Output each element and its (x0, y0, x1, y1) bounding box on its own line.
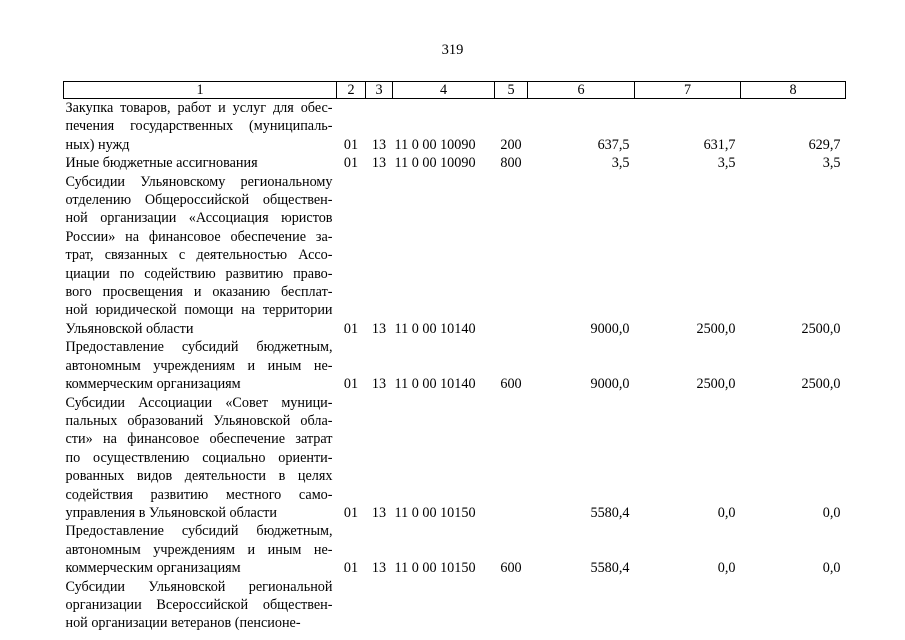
row-section-code: 01 (343, 504, 359, 521)
row-subsection-code: 13 (371, 155, 387, 172)
row-value-year-3: 0,0 (822, 560, 841, 577)
row-value-year-1: 9000,0 (590, 320, 630, 337)
header-col-1: 1 (64, 82, 337, 99)
row-value-year-3 (741, 578, 846, 633)
header-col-2: 2 (337, 82, 366, 99)
row-name (64, 578, 337, 633)
table-body (64, 99, 846, 633)
table-row (64, 394, 846, 523)
row-name-line: Ульяновской области (65, 320, 194, 337)
row-name-line: сти» на финансовое обеспечение затрат (65, 431, 333, 448)
header-col-6: 6 (528, 82, 635, 99)
row-name-line: управления в Ульяновской области (65, 504, 277, 521)
row-value-year-2: 631,7 (703, 136, 736, 153)
row-value-year-2: 0,0 (717, 504, 736, 521)
row-value-year-1: 3,5 (611, 155, 630, 172)
row-value-year-1: 9000,0 (590, 376, 630, 393)
row-name-line: Иные бюджетные ассигнования (65, 155, 258, 172)
row-name-line: Субсидии Ульяновской региональной (65, 578, 333, 595)
row-value-year-1: 5580,4 (590, 504, 630, 521)
row-name-line: коммерческим организациям (65, 376, 241, 393)
row-target-article (393, 578, 495, 633)
row-name-line: Субсидии Ассоциации «Совет муници- (65, 394, 333, 411)
row-name-line: печения государственных (муниципаль- (65, 118, 333, 135)
row-name-line: ной юридической помощи на территории (65, 302, 333, 319)
row-value-year-1: 637,5 (597, 136, 630, 153)
row-target-article: 11 0 00 10150 (394, 504, 476, 521)
row-value-year-3: 2500,0 (801, 320, 841, 337)
row-expense-type: 600 (500, 560, 522, 577)
row-value-year-1: 5580,4 (590, 560, 630, 577)
row-name (64, 394, 337, 523)
row-name-line: циации по содействию развитию право- (65, 265, 333, 282)
row-name-line: Субсидии Ульяновскому региональному (65, 173, 333, 190)
row-value-year-3: 0,0 (822, 504, 841, 521)
table-row (64, 578, 846, 633)
row-subsection-code: 13 (371, 560, 387, 577)
row-expense-type (495, 173, 528, 339)
row-name-line: содействия развитию местного само- (65, 486, 333, 503)
budget-table (63, 81, 846, 633)
row-name-line: вого просвещения и оказанию бесплат- (65, 284, 333, 301)
row-subsection-code: 13 (371, 376, 387, 393)
row-name (64, 154, 337, 172)
row-name-line: коммерческим организациям (65, 560, 241, 577)
row-name-line: трат, связанных с деятельностью Ассо- (65, 247, 333, 264)
row-target-article: 11 0 00 10140 (394, 320, 476, 337)
table-row (64, 99, 846, 155)
row-name-line: Предоставление субсидий бюджетным, (65, 339, 333, 356)
row-name-line: автономным учреждениям и иным не- (65, 541, 333, 558)
row-target-article: 11 0 00 10090 (394, 155, 476, 172)
row-name (64, 522, 337, 577)
table-row (64, 338, 846, 393)
header-col-8: 8 (741, 82, 846, 99)
header-row (64, 82, 846, 99)
row-name (64, 173, 337, 339)
row-expense-type: 600 (500, 376, 522, 393)
row-name-line: рованных видов деятельности в целях (65, 468, 333, 485)
row-name-line: России» на финансовое обеспечение за- (65, 228, 333, 245)
row-value-year-3: 629,7 (808, 136, 841, 153)
row-value-year-1 (528, 578, 635, 633)
row-name-line: отделению Общероссийской обществен- (65, 192, 333, 209)
row-target-article: 11 0 00 10090 (394, 136, 476, 153)
row-name (64, 338, 337, 393)
row-expense-type (495, 394, 528, 523)
row-name-line: Закупка товаров, работ и услуг для обес- (65, 100, 333, 116)
row-section-code: 01 (343, 136, 359, 153)
row-subsection-code: 13 (371, 320, 387, 337)
row-expense-type: 200 (500, 136, 522, 153)
row-name-line: ных) нужд (65, 136, 130, 153)
row-value-year-3: 3,5 (822, 155, 841, 172)
row-subsection-code: 13 (371, 136, 387, 153)
row-name-line: по осуществлению социально ориенти- (65, 449, 333, 466)
row-expense-type (495, 578, 528, 633)
row-expense-type: 800 (500, 155, 522, 172)
row-subsection-code (366, 578, 393, 633)
row-target-article: 11 0 00 10150 (394, 560, 476, 577)
row-target-article: 11 0 00 10140 (394, 376, 476, 393)
row-value-year-3: 2500,0 (801, 376, 841, 393)
table-row (64, 154, 846, 172)
header-col-3: 3 (366, 82, 393, 99)
row-name-line: автономным учреждениям и иным не- (65, 357, 333, 374)
row-subsection-code: 13 (371, 504, 387, 521)
row-value-year-2: 2500,0 (696, 320, 736, 337)
row-value-year-2: 2500,0 (696, 376, 736, 393)
header-col-5: 5 (495, 82, 528, 99)
row-name-line: пальных образований Ульяновской обла- (65, 412, 333, 429)
row-name-line: ной организации ветеранов (пенсионе- (65, 615, 301, 632)
table-row (64, 173, 846, 339)
row-section-code: 01 (343, 376, 359, 393)
row-section-code (337, 578, 366, 633)
row-name-line: Предоставление субсидий бюджетным, (65, 523, 333, 540)
header-col-7: 7 (635, 82, 741, 99)
row-value-year-2: 3,5 (717, 155, 736, 172)
page-number: 319 (441, 42, 464, 58)
row-name (64, 99, 337, 155)
row-section-code: 01 (343, 560, 359, 577)
row-section-code: 01 (343, 320, 359, 337)
row-value-year-2 (635, 578, 741, 633)
row-value-year-2: 0,0 (717, 560, 736, 577)
row-name-line: ной организации «Ассоциация юристов (65, 210, 333, 227)
table-row (64, 522, 846, 577)
row-name-line: организации Всероссийской обществен- (65, 596, 333, 613)
header-col-4: 4 (393, 82, 495, 99)
row-section-code: 01 (343, 155, 359, 172)
